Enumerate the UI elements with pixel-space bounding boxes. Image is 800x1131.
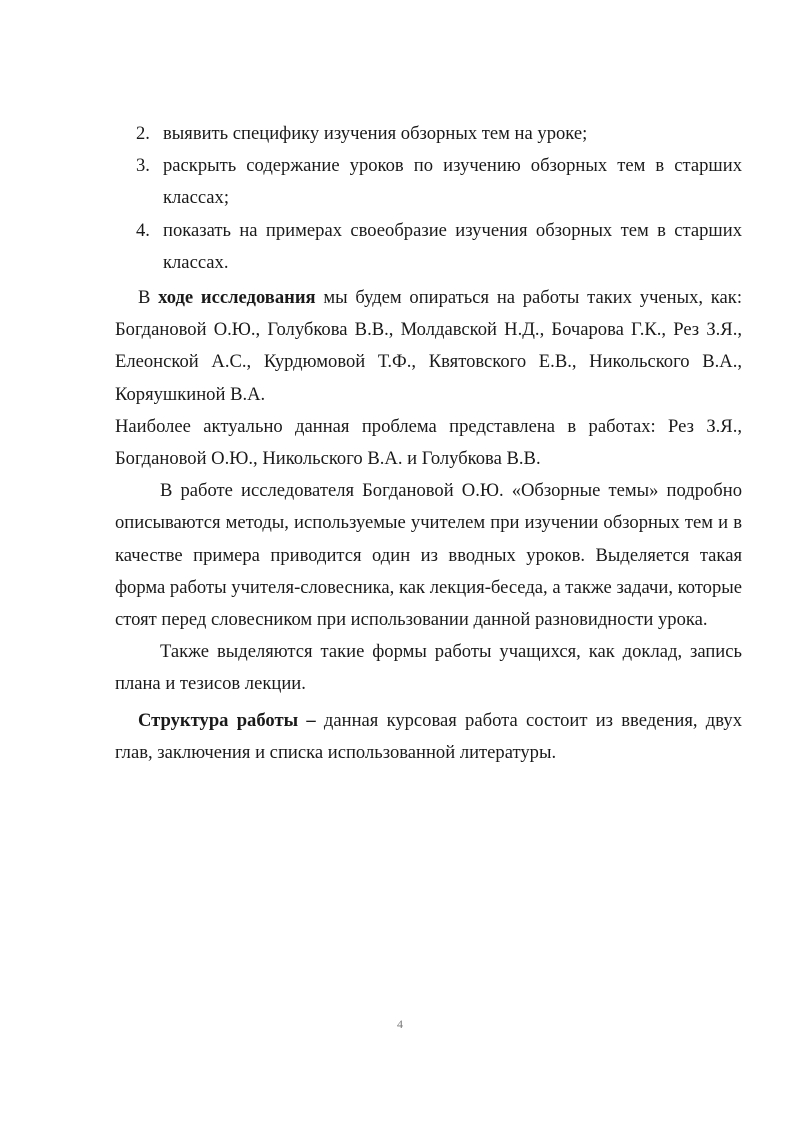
list-item-number: 4.	[136, 219, 150, 241]
list-item-text: раскрыть содержание уроков по изучению обзорных тем в старших классах;	[163, 155, 742, 209]
page-number: 4	[397, 1017, 403, 1031]
list-item-number: 3.	[136, 155, 150, 177]
list-item	[115, 215, 742, 279]
paragraph-bogdanova: В работе исследователя Богдановой О.Ю. «Обзорные темы» подробно описываются методы, используемые учителем при изучении обзорных тем и в качестве примера приводится один из вводных уроков. Выделяется такая форма работы учителя-словесника, как лекция-беседа, а также задачи, которые стоят перед словесником при использовании данной разновидности урока.	[115, 480, 742, 631]
list-item	[115, 150, 742, 214]
objectives-list	[115, 118, 742, 279]
paragraph-research-rest: мы будем опираться на работы таких ученых, как: Богдановой О.Ю., Голубкова В.В., Молдавской Н.Д., Бочарова Г.К., Рез З.Я., Елеонской А.С., Курдюмовой Т.Ф., Квятовского Е.В., Никольского В.А., Коряушкиной В.А.	[115, 287, 742, 405]
page-body	[115, 118, 742, 769]
list-item-number: 2.	[136, 123, 150, 144]
paragraph-research	[115, 282, 742, 411]
paragraph-structure	[115, 705, 742, 769]
list-item-text: выявить специфику изучения обзорных тем на уроке;	[163, 123, 588, 144]
list-item-text: показать на примерах своеобразие изучения обзорных тем в старших классах.	[163, 219, 742, 273]
paragraph-structure-bold: Структура работы –	[138, 709, 316, 731]
paragraph-structure-rest: данная курсовая работа состоит из введения, двух глав, заключения и списка использованной литературы.	[115, 709, 742, 763]
paragraph-actual: Наиболее актуально данная проблема представлена в работах: Рез З.Я., Богдановой О.Ю., Никольского В.А. и Голубкова В.В.	[115, 415, 742, 470]
paragraph-research-lead: В	[138, 287, 159, 309]
paragraph-forms: Также выделяются такие формы работы учащихся, как доклад, запись плана и тезисов лекции.	[115, 641, 742, 695]
list-item	[115, 118, 742, 150]
paragraph-research-bold: ходе исследования	[158, 287, 316, 309]
